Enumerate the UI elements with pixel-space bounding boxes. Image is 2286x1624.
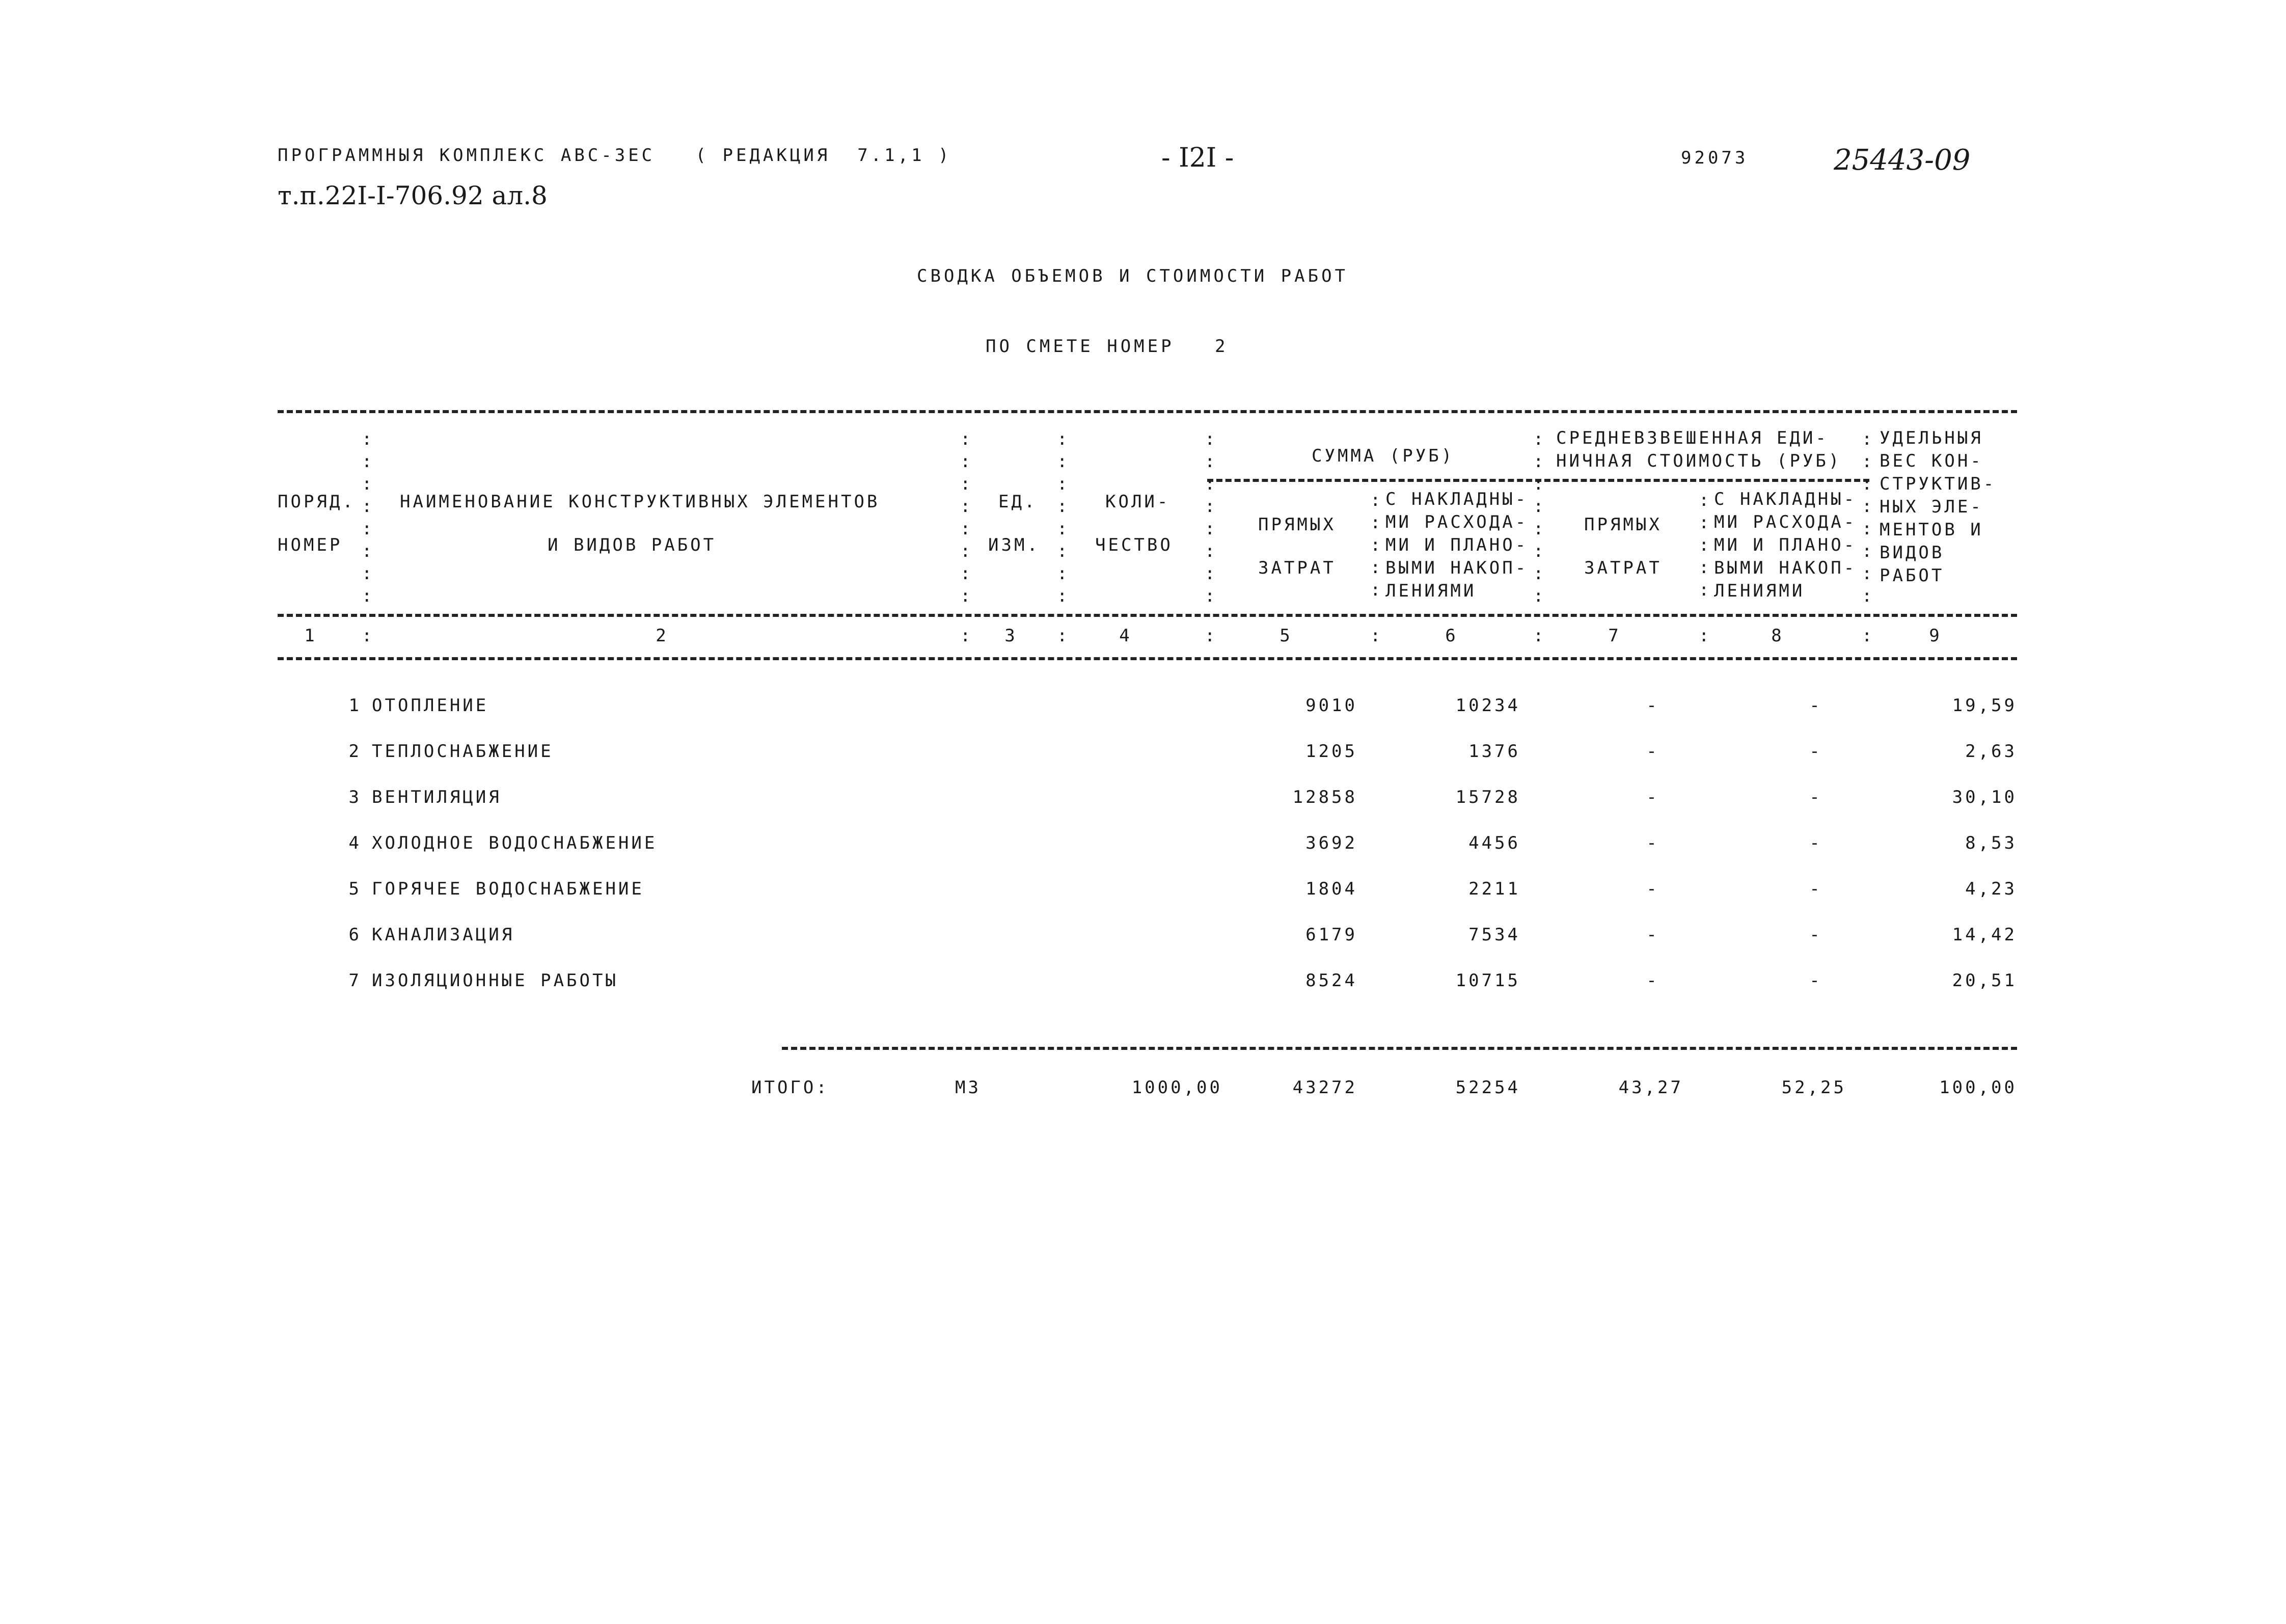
header-separator-5: : : : : : bbox=[1370, 490, 1381, 600]
row-overhead: 7534 bbox=[1468, 925, 1520, 945]
colnum-sep: : bbox=[1862, 626, 1875, 646]
header-separator-8: : : : : : : : : bbox=[1862, 429, 1872, 606]
row-avg-direct: - bbox=[1646, 741, 1659, 762]
document-title: СВОДКА ОБЪЕМОВ И СТОИМОСТИ РАБОТ bbox=[917, 266, 1349, 286]
header-col3-line2: ИЗМ. bbox=[988, 535, 1040, 555]
total-direct: 43272 bbox=[1292, 1077, 1357, 1098]
header-separator-6: : : : : : : : : bbox=[1533, 429, 1544, 606]
header-col7-line1: ПРЯМЫХ bbox=[1584, 515, 1662, 535]
row-avg-overhead: - bbox=[1809, 925, 1822, 945]
header-col8-line4: ВЫМИ НАКОП- bbox=[1714, 558, 1857, 578]
header-col9-line5: МЕНТОВ И bbox=[1880, 520, 1983, 540]
row-number: 1 bbox=[348, 695, 362, 716]
header-separator-7: : : : : : bbox=[1699, 490, 1709, 600]
colnum-sep: : bbox=[1370, 626, 1383, 646]
row-name: ВЕНТИЛЯЦИЯ bbox=[372, 787, 502, 807]
header-avg-group-line2: НИЧНАЯ СТОИМОСТЬ (РУБ) bbox=[1556, 451, 1842, 471]
row-overhead: 1376 bbox=[1468, 741, 1520, 762]
row-name: ХОЛОДНОЕ ВОДОСНАБЖЕНИЕ bbox=[372, 833, 658, 853]
header-col6-line4: ВЫМИ НАКОП- bbox=[1385, 558, 1529, 578]
header-col8-line1: С НАКЛАДНЫ- bbox=[1714, 489, 1857, 509]
header-col9-line1: УДЕЛЬНЫЯ bbox=[1880, 428, 1983, 448]
row-number: 6 bbox=[348, 925, 362, 945]
header-col4-line1: КОЛИ- bbox=[1105, 492, 1171, 512]
row-avg-direct: - bbox=[1646, 833, 1659, 853]
header-bottom-rule bbox=[278, 614, 2017, 617]
row-name: ТЕПЛОСНАБЖЕНИЕ bbox=[372, 741, 554, 762]
row-direct: 12858 bbox=[1292, 787, 1357, 807]
row-weight: 19,59 bbox=[1952, 695, 2017, 716]
header-col6-line5: ЛЕНИЯМИ bbox=[1385, 581, 1477, 601]
row-avg-overhead: - bbox=[1809, 879, 1822, 899]
colnum-bottom-rule bbox=[278, 657, 2017, 660]
header-separator-3: : : : : : : : : bbox=[1057, 429, 1068, 606]
header-sum-group: СУММА (РУБ) bbox=[1312, 446, 1455, 466]
row-number: 4 bbox=[348, 833, 362, 853]
header-col9-line7: РАБОТ bbox=[1880, 565, 1945, 586]
row-number: 7 bbox=[348, 970, 362, 991]
total-avg-overhead: 52,25 bbox=[1781, 1077, 1846, 1098]
column-number-5: 5 bbox=[1280, 626, 1293, 646]
row-overhead: 10234 bbox=[1455, 695, 1520, 716]
row-overhead: 10715 bbox=[1455, 970, 1520, 991]
header-separator-4: : : : : : : : : bbox=[1205, 429, 1215, 606]
header-col5-line1: ПРЯМЫХ bbox=[1258, 515, 1336, 535]
header-col3-line1: ЕД. bbox=[998, 492, 1038, 512]
row-name: ОТОПЛЕНИЕ bbox=[372, 695, 489, 716]
row-name: ИЗОЛЯЦИОННЫЕ РАБОТЫ bbox=[372, 970, 618, 991]
header-col8-line3: МИ И ПЛАНО- bbox=[1714, 535, 1857, 555]
document-subtitle-estimate: ПО СМЕТЕ НОМЕР 2 bbox=[986, 336, 1229, 357]
column-number-1: 1 bbox=[304, 626, 317, 646]
code-number: 92073 bbox=[1681, 148, 1749, 168]
row-overhead: 2211 bbox=[1468, 879, 1520, 899]
row-direct: 3692 bbox=[1305, 833, 1357, 853]
row-weight: 4,23 bbox=[1965, 879, 2017, 899]
header-col4-line2: ЧЕСТВО bbox=[1095, 535, 1173, 555]
total-rule bbox=[782, 1047, 2017, 1050]
row-avg-direct: - bbox=[1646, 695, 1659, 716]
row-weight: 30,10 bbox=[1952, 787, 2017, 807]
column-number-4: 4 bbox=[1119, 626, 1132, 646]
page-number: - I2I - bbox=[1161, 143, 1234, 173]
row-weight: 20,51 bbox=[1952, 970, 2017, 991]
document-subtitle: т.п.22I-I-706.92 ал.8 bbox=[278, 181, 548, 210]
header-col6-line1: С НАКЛАДНЫ- bbox=[1385, 489, 1529, 509]
row-weight: 8,53 bbox=[1965, 833, 2017, 853]
table-top-rule bbox=[278, 410, 2017, 413]
row-avg-overhead: - bbox=[1809, 695, 1822, 716]
header-col5-line2: ЗАТРАТ bbox=[1258, 558, 1336, 578]
header-col9-line3: СТРУКТИВ- bbox=[1880, 474, 1997, 494]
header-col8-line2: МИ РАСХОДА- bbox=[1714, 512, 1857, 532]
row-direct: 9010 bbox=[1305, 695, 1357, 716]
row-avg-overhead: - bbox=[1809, 970, 1822, 991]
header-col9-line6: ВИДОВ bbox=[1880, 543, 1945, 563]
total-weight: 100,00 bbox=[1939, 1077, 2017, 1098]
column-number-7: 7 bbox=[1608, 626, 1621, 646]
row-avg-direct: - bbox=[1646, 970, 1659, 991]
row-direct: 1205 bbox=[1305, 741, 1357, 762]
header-col9-line4: НЫХ ЭЛЕ- bbox=[1880, 497, 1983, 517]
row-overhead: 15728 bbox=[1455, 787, 1520, 807]
column-number-9: 9 bbox=[1929, 626, 1942, 646]
header-col6-line3: МИ И ПЛАНО- bbox=[1385, 535, 1529, 555]
column-number-6: 6 bbox=[1445, 626, 1458, 646]
total-quantity: 1000,00 bbox=[1131, 1077, 1222, 1098]
header-separator-2: : : : : : : : : bbox=[960, 429, 971, 606]
header-separator-1: : : : : : : : : bbox=[362, 429, 372, 606]
colnum-sep: : bbox=[960, 626, 973, 646]
total-unit: М3 bbox=[955, 1077, 981, 1098]
row-avg-overhead: - bbox=[1809, 833, 1822, 853]
colnum-sep: : bbox=[1699, 626, 1712, 646]
row-avg-direct: - bbox=[1646, 879, 1659, 899]
header-col1-line1: ПОРЯД. bbox=[278, 492, 356, 512]
colnum-sep: : bbox=[362, 626, 375, 646]
row-weight: 2,63 bbox=[1965, 741, 2017, 762]
row-avg-overhead: - bbox=[1809, 741, 1822, 762]
handwritten-number: 25443-09 bbox=[1834, 144, 1971, 177]
row-avg-direct: - bbox=[1646, 925, 1659, 945]
header-col7-line2: ЗАТРАТ bbox=[1584, 558, 1662, 578]
column-number-2: 2 bbox=[656, 626, 669, 646]
header-col2-line2: И ВИДОВ РАБОТ bbox=[548, 535, 717, 555]
row-direct: 8524 bbox=[1305, 970, 1357, 991]
row-avg-overhead: - bbox=[1809, 787, 1822, 807]
row-number: 3 bbox=[348, 787, 362, 807]
colnum-sep: : bbox=[1205, 626, 1218, 646]
row-direct: 6179 bbox=[1305, 925, 1357, 945]
program-line: ПРОГРАММНЫЯ КОМПЛЕКС АВС-3ЕС ( РЕДАКЦИЯ 7.1,1 ) bbox=[278, 145, 952, 166]
header-avg-group-line1: СРЕДНЕВЗВЕШЕННАЯ ЕДИ- bbox=[1556, 428, 1829, 448]
header-col9-line2: ВЕС КОН- bbox=[1880, 451, 1983, 471]
row-number: 2 bbox=[348, 741, 362, 762]
row-direct: 1804 bbox=[1305, 879, 1357, 899]
total-overhead: 52254 bbox=[1455, 1077, 1520, 1098]
column-number-8: 8 bbox=[1771, 626, 1784, 646]
column-number-3: 3 bbox=[1004, 626, 1018, 646]
total-avg-direct: 43,27 bbox=[1618, 1077, 1683, 1098]
row-name: ГОРЯЧЕЕ ВОДОСНАБЖЕНИЕ bbox=[372, 879, 644, 899]
row-number: 5 bbox=[348, 879, 362, 899]
row-avg-direct: - bbox=[1646, 787, 1659, 807]
row-overhead: 4456 bbox=[1468, 833, 1520, 853]
row-weight: 14,42 bbox=[1952, 925, 2017, 945]
colnum-sep: : bbox=[1057, 626, 1070, 646]
header-col1-line2: НОМЕР bbox=[278, 535, 343, 555]
header-col6-line2: МИ РАСХОДА- bbox=[1385, 512, 1529, 532]
row-name: КАНАЛИЗАЦИЯ bbox=[372, 925, 515, 945]
header-col2-line1: НАИМЕНОВАНИЕ КОНСТРУКТИВНЫХ ЭЛЕМЕНТОВ bbox=[400, 492, 880, 512]
colnum-sep: : bbox=[1533, 626, 1546, 646]
total-label: ИТОГО: bbox=[751, 1077, 829, 1098]
header-col8-line5: ЛЕНИЯМИ bbox=[1714, 581, 1805, 601]
